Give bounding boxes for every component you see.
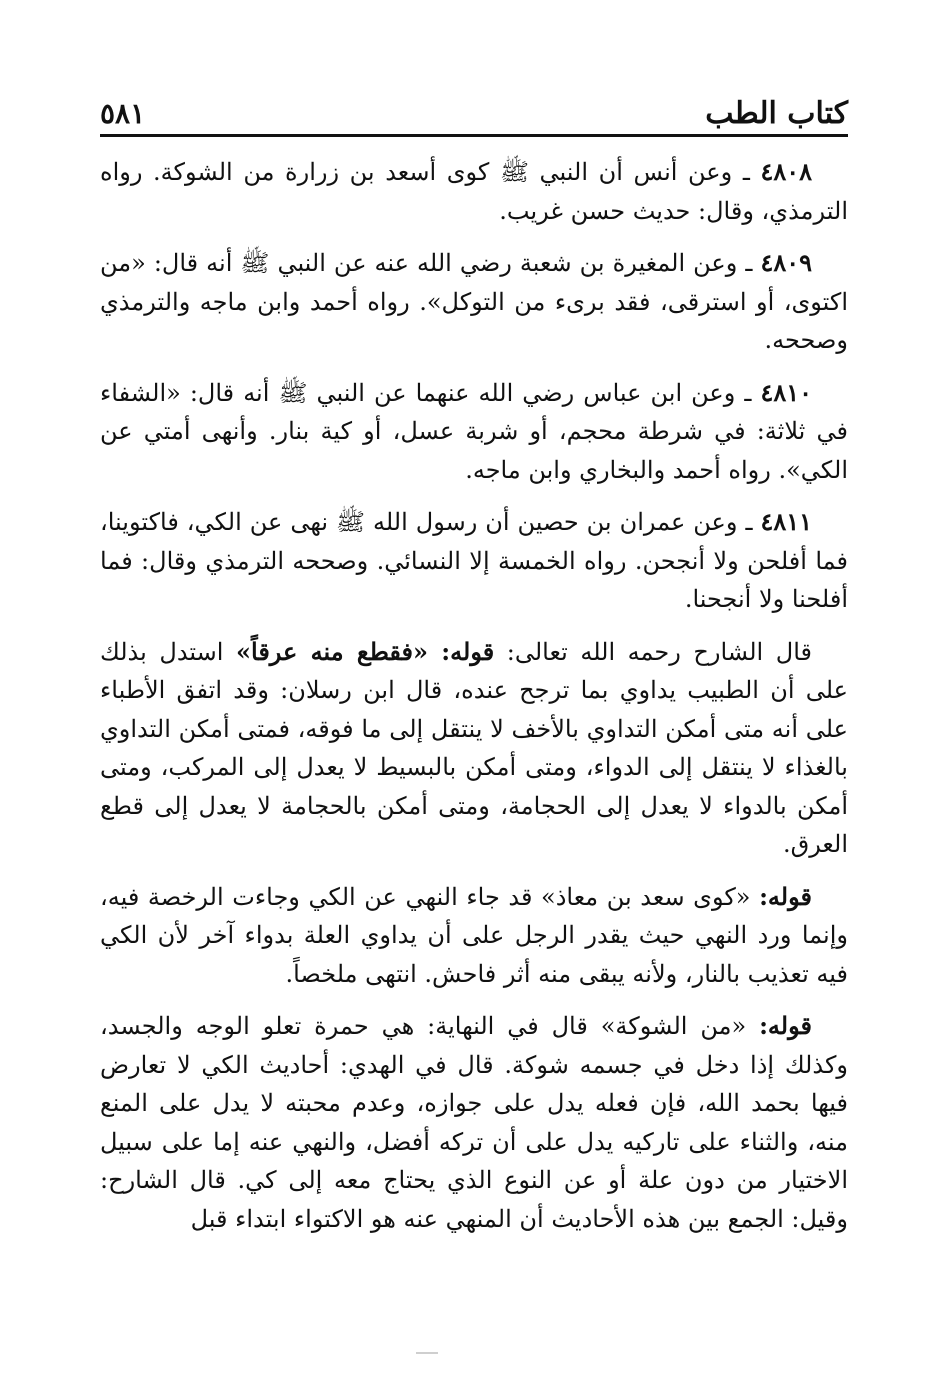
commentary-paragraph xyxy=(100,1007,848,1238)
hadith-number: ٤٨٠٨ xyxy=(760,157,813,186)
page-number: ٥٨١ xyxy=(100,97,146,130)
page-body xyxy=(100,153,848,1238)
commentary-text: «كوى سعد بن معاذ» قد جاء النهي عن الكي وجاءت الرخصة فيه، وإنما ورد النهي حيث يقدر الرجل على أن يداوي العلة بدواء آخر لأن الكي فيه تعذيب بالنار، ولأنه يبقى منه أثر فاحش. انتهى ملخصاً. xyxy=(100,882,848,988)
hadith-paragraph: ٤٨٠٩ ـ وعن المغيرة بن شعبة رضي الله عنه عن النبي ﷺ أنه قال: «من اكتوى، أو استرقى، فقد برىء من التوكل». رواه أحمد وابن ماجه والترمذي وصححه. xyxy=(100,248,848,354)
hadith-number: ٤٨٠٩ xyxy=(760,248,812,277)
hadith-paragraph: ٤٨٠٨ ـ وعن أنس أن النبي ﷺ كوى أسعد بن زرارة من الشوكة. رواه الترمذي، وقال: حديث حسن غريب. xyxy=(100,157,848,225)
commentary-intro: قال الشارح رحمه الله تعالى: xyxy=(506,637,812,666)
commentary-lead: قوله: xyxy=(759,881,812,911)
footer-mark xyxy=(416,1352,438,1354)
commentary-text: «من الشوكة» قال في النهاية: هي حمرة تعلو الوجه والجسد، وكذلك إذا دخل في جسمه شوكة. قال في الهدي: أحاديث الكي لا تعارض فيها بحمد الله، فإن فعله يدل على جوازه، وعدم محبته لا يدل على المنع منه، والثناء على تاركيه يدل على أن تركه أفضل، والنهي عنه إما على سبيل الاختيار من دون علة أو عن النوع الذي يحتاج معه إلى كي. قال الشارح: وقيل: الجمع بين هذه الأحاديث أن المنهي عنه هو الاكتواء ابتداء قبل xyxy=(100,1012,848,1233)
commentary-lead: قوله: xyxy=(759,1011,812,1040)
hadith-text: وعن أنس أن النبي ﷺ كوى أسعد بن زرارة من الشوكة. رواه الترمذي، وقال: حديث حسن غريب. xyxy=(100,158,848,225)
hadith-number: ٤٨١٠ xyxy=(760,377,812,407)
hadith-text: وعن ابن عباس رضي الله عنهما عن النبي ﷺ أنه قال: «الشفاء في ثلاثة: في شرطة محجم، أو شربة عسل، أو كية بنار. وأنهى أمتي عن الكي». رواه أحمد والبخاري وابن ماجه. xyxy=(100,378,848,484)
chapter-title: كتاب الطب xyxy=(705,96,848,131)
hadith-paragraph: ٤٨١١ ـ وعن عمران بن حصين أن رسول الله ﷺ نهى عن الكي، فاكتوينا، فما أفلحن ولا أنجحن. رواه الخمسة إلا النسائي. وصححه الترمذي وقال: فما أفلحنا ولا أنجحنا. xyxy=(100,507,848,613)
hadith-paragraph: ٤٨١٠ ـ وعن ابن عباس رضي الله عنهما عن النبي ﷺ أنه قال: «الشفاء في ثلاثة: في شرطة محجم، أو شربة عسل، أو كية بنار. وأنهى أمتي عن الكي». رواه أحمد والبخاري وابن ماجه. xyxy=(100,377,848,484)
commentary-paragraph xyxy=(100,878,848,994)
hadith-text: وعن عمران بن حصين أن رسول الله ﷺ نهى عن الكي، فاكتوينا، فما أفلحن ولا أنجحن. رواه الخمسة إلا النسائي. وصححه الترمذي وقال: فما أفلحنا ولا أنجحنا. xyxy=(100,508,848,613)
page-header xyxy=(100,88,848,137)
commentary-lead: قوله: «فقطع منه عرقاً» xyxy=(236,636,495,666)
book-page xyxy=(100,88,848,1252)
commentary-paragraph xyxy=(100,633,848,864)
commentary-text: استدل بذلك على أن الطبيب يداوي بما ترجح عنده، قال ابن رسلان: وقد اتفق الأطباء على أنه متى أمكن التداوي بالأخف لا ينتقل إلى ما فوقه، فمتى أمكن التداوي بالغذاء لا ينتقل إلى الدواء، ومتى أمكن بالبسيط لا يعدل إلى المركب، ومتى أمكن بالدواء لا يعدل إلى الحجامة، ومتى أمكن بالحجامة لا يعدل إلى قطع العرق. xyxy=(100,637,848,858)
hadith-text: وعن المغيرة بن شعبة رضي الله عنه عن النبي ﷺ أنه قال: «من اكتوى، أو استرقى، فقد برىء من التوكل». رواه أحمد وابن ماجه والترمذي وصححه. xyxy=(100,249,848,354)
hadith-number: ٤٨١١ xyxy=(760,507,813,536)
